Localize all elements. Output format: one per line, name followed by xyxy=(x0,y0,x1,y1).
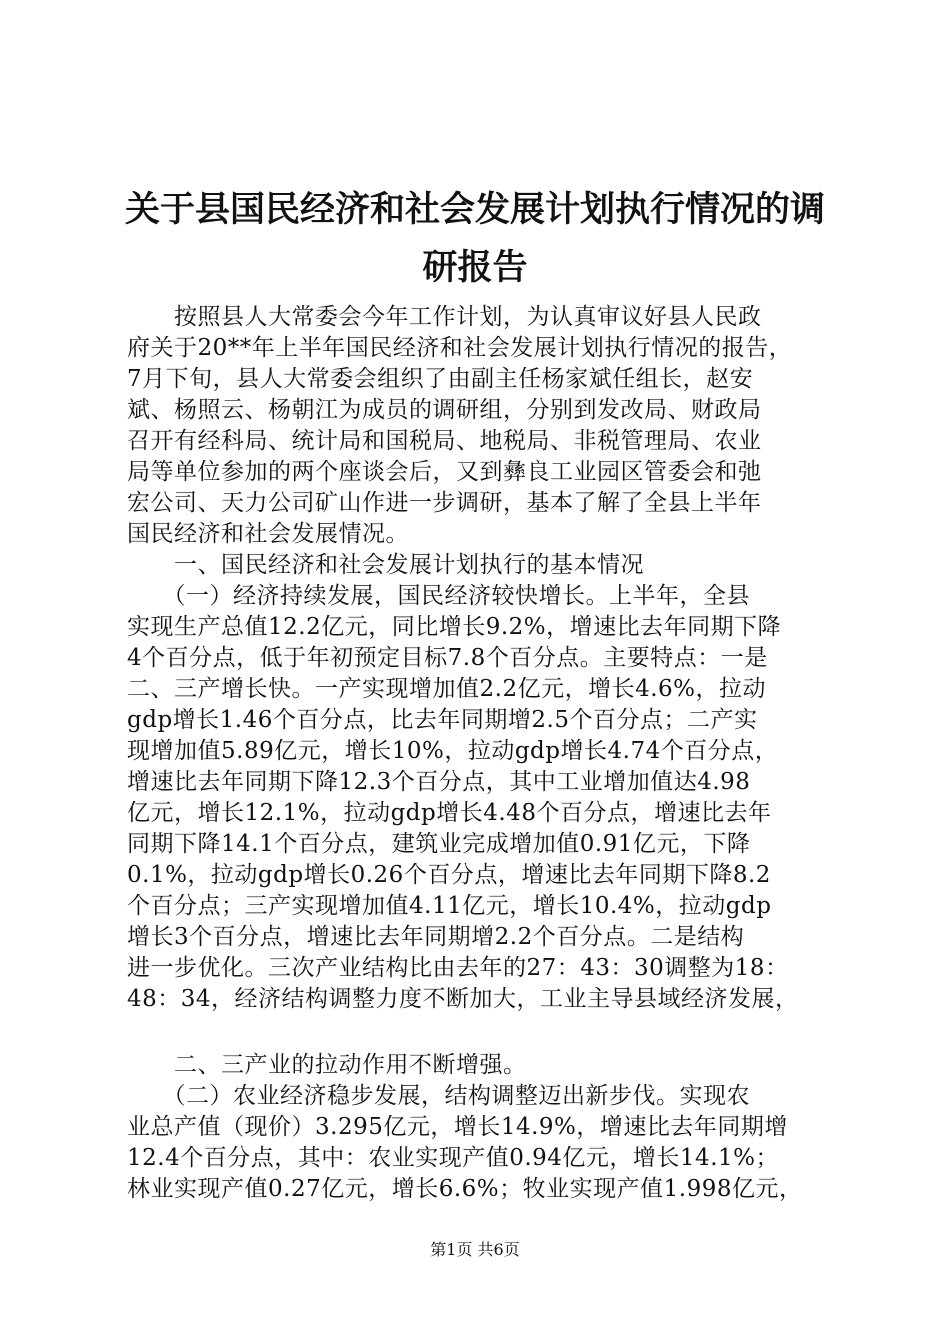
body-text-line: 增长3个百分点，增速比去年同期增2.2个百分点。二是结构 xyxy=(127,924,745,950)
section-heading: 一、国民经济和社会发展计划执行的基本情况 xyxy=(127,552,644,578)
body-text-line: （一）经济持续发展，国民经济较快增长。上半年，全县 xyxy=(127,583,750,609)
body-text-line: 二、三产增长快。一产实现增加值2.2亿元，增长4.6%，拉动 xyxy=(127,676,767,702)
document-title-line-2: 研报告 xyxy=(422,248,528,288)
body-text-line: gdp增长1.46个百分点，比去年同期增2.5个百分点；二产实 xyxy=(127,707,758,733)
body-text-line: 同期下降14.1个百分点，建筑业完成增加值0.91亿元，下降 xyxy=(127,831,751,857)
body-text-line: 48：34，经济结构调整力度不断加大，工业主导县域经济发展， xyxy=(127,986,799,1012)
body-text-line: 12.4个百分点，其中：农业实现产值0.94亿元，增长14.1%； xyxy=(127,1145,779,1171)
body-text-line: 宏公司、天力公司矿山作进一步调研，基本了解了全县上半年 xyxy=(127,490,762,516)
body-text-line: 按照县人大常委会今年工作计划，为认真审议好县人民政 xyxy=(127,304,762,330)
body-text-line: 府关于20**年上半年国民经济和社会发展计划执行情况的报告， xyxy=(127,335,793,361)
body-text-line: 4个百分点，低于年初预定目标7.8个百分点。主要特点：一是 xyxy=(127,645,768,671)
body-text-line: 林业实现产值0.27亿元，增长6.6%；牧业实现产值1.998亿元， xyxy=(127,1176,803,1202)
body-text-line: 现增加值5.89亿元，增长10%，拉动gdp增长4.74个百分点， xyxy=(127,738,779,764)
body-text-line: 局等单位参加的两个座谈会后，又到彝良工业园区管委会和弛 xyxy=(127,459,762,485)
page-footer: 第1页 共6页 xyxy=(430,1240,520,1259)
body-text-line: 斌、杨照云、杨朝江为成员的调研组，分别到发改局、财政局 xyxy=(127,397,762,423)
body-text-line: 实现生产总值12.2亿元，同比增长9.2%，增速比去年同期下降 xyxy=(127,614,782,640)
body-text-line: 二、三产业的拉动作用不断增强。 xyxy=(127,1052,527,1078)
body-text-line: 国民经济和社会发展情况。 xyxy=(127,521,409,547)
body-text-line: 0.1%，拉动gdp增长0.26个百分点，增速比去年同期下降8.2 xyxy=(127,862,771,888)
body-text-line: 业总产值（现价）3.295亿元，增长14.9%，增速比去年同期增 xyxy=(127,1114,788,1140)
body-text-line: 召开有经科局、统计局和国税局、地税局、非税管理局、农业 xyxy=(127,428,762,454)
body-text-line: 个百分点；三产实现增加值4.11亿元，增长10.4%，拉动gdp xyxy=(127,893,772,919)
body-text-line: 7月下旬，县人大常委会组织了由副主任杨家斌任组长，赵安 xyxy=(127,366,754,392)
document-title-line-1: 关于县国民经济和社会发展计划执行情况的调 xyxy=(124,190,825,230)
body-text-line: （二）农业经济稳步发展，结构调整迈出新步伐。实现农 xyxy=(127,1083,750,1109)
body-text-line: 亿元，增长12.1%，拉动gdp增长4.48个百分点，增速比去年 xyxy=(127,800,772,826)
body-text-line: 增速比去年同期下降12.3个百分点，其中工业增加值达4.98 xyxy=(127,769,751,795)
body-text-line: 进一步优化。三次产业结构比由去年的27：43：30调整为18： xyxy=(127,955,789,981)
